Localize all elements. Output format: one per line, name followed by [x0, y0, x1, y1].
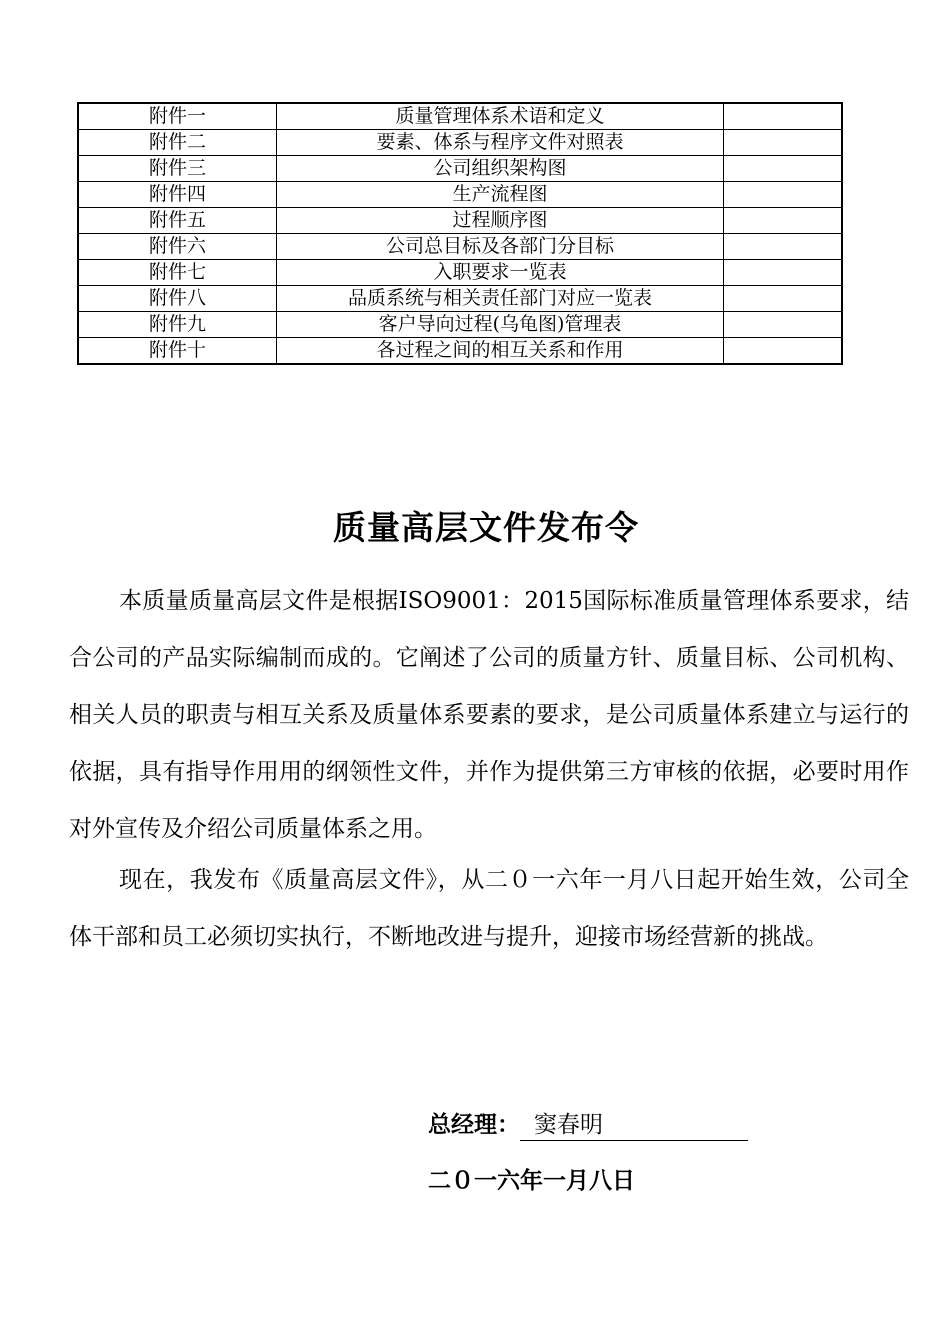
annex-note: [724, 234, 843, 260]
annex-title: 入职要求一览表: [277, 260, 724, 286]
annex-title: 要素、体系与程序文件对照表: [277, 130, 724, 156]
annex-title: 品质系统与相关责任部门对应一览表: [277, 286, 724, 312]
annex-note: [724, 182, 843, 208]
table-row: [78, 208, 842, 234]
annex-title: 过程顺序图: [277, 208, 724, 234]
annex-title: 公司组织架构图: [277, 156, 724, 182]
table-row: [78, 312, 842, 338]
annex-table: [77, 102, 843, 365]
annex-label: 附件一: [78, 103, 277, 130]
signature-line: [428, 1107, 748, 1143]
table-row: [78, 103, 842, 130]
annex-label: 附件三: [78, 156, 277, 182]
body-paragraph: 本质量质量高层文件是根据ISO9001：2015国际标准质量管理体系要求，结合公司的产品实际编制而成的。它阐述了公司的质量方针、质量目标、公司机构、相关人员的职责与相互关系及质量体系要素的要求，是公司质量体系建立与运行的依据，具有指导作用用的纲领性文件，并作为提供第三方审核的依据，必要时用作对外宣传及介绍公司质量体系之用。: [69, 588, 909, 842]
annex-label: 附件七: [78, 260, 277, 286]
annex-title: 客户导向过程(乌龟图)管理表: [277, 312, 724, 338]
annex-label: 附件二: [78, 130, 277, 156]
document-title: 质量高层文件发布令: [333, 508, 639, 547]
annex-note: [724, 338, 843, 365]
table-row: [78, 234, 842, 260]
annex-note: [724, 156, 843, 182]
body-paragraph: 现在，我发布《质量高层文件》，从二０一六年一月八日起开始生效，公司全体干部和员工必须切实执行，不断地改进与提升，迎接市场经营新的挑战。: [69, 867, 909, 950]
annex-title: 各过程之间的相互关系和作用: [277, 338, 724, 365]
table-row: [78, 182, 842, 208]
table-row: [78, 338, 842, 365]
annex-label: 附件五: [78, 208, 277, 234]
table-row: [78, 286, 842, 312]
annex-note: [724, 260, 843, 286]
annex-title: 生产流程图: [277, 182, 724, 208]
annex-note: [724, 312, 843, 338]
annex-note: [724, 130, 843, 156]
table-row: [78, 130, 842, 156]
annex-note: [724, 208, 843, 234]
annex-label: 附件十: [78, 338, 277, 365]
table-row: [78, 260, 842, 286]
signature-label: 总经理：: [428, 1111, 520, 1138]
signature-date: 二０一六年一月八日: [428, 1167, 635, 1194]
annex-title: 公司总目标及各部门分目标: [277, 234, 724, 260]
annex-label: 附件八: [78, 286, 277, 312]
annex-note: [724, 103, 843, 130]
annex-table-body: [78, 103, 842, 364]
annex-label: 附件六: [78, 234, 277, 260]
annex-label: 附件九: [78, 312, 277, 338]
signature-name: 窦春明: [520, 1110, 748, 1141]
annex-note: [724, 286, 843, 312]
annex-title: 质量管理体系术语和定义: [277, 103, 724, 130]
annex-label: 附件四: [78, 182, 277, 208]
table-row: [78, 156, 842, 182]
